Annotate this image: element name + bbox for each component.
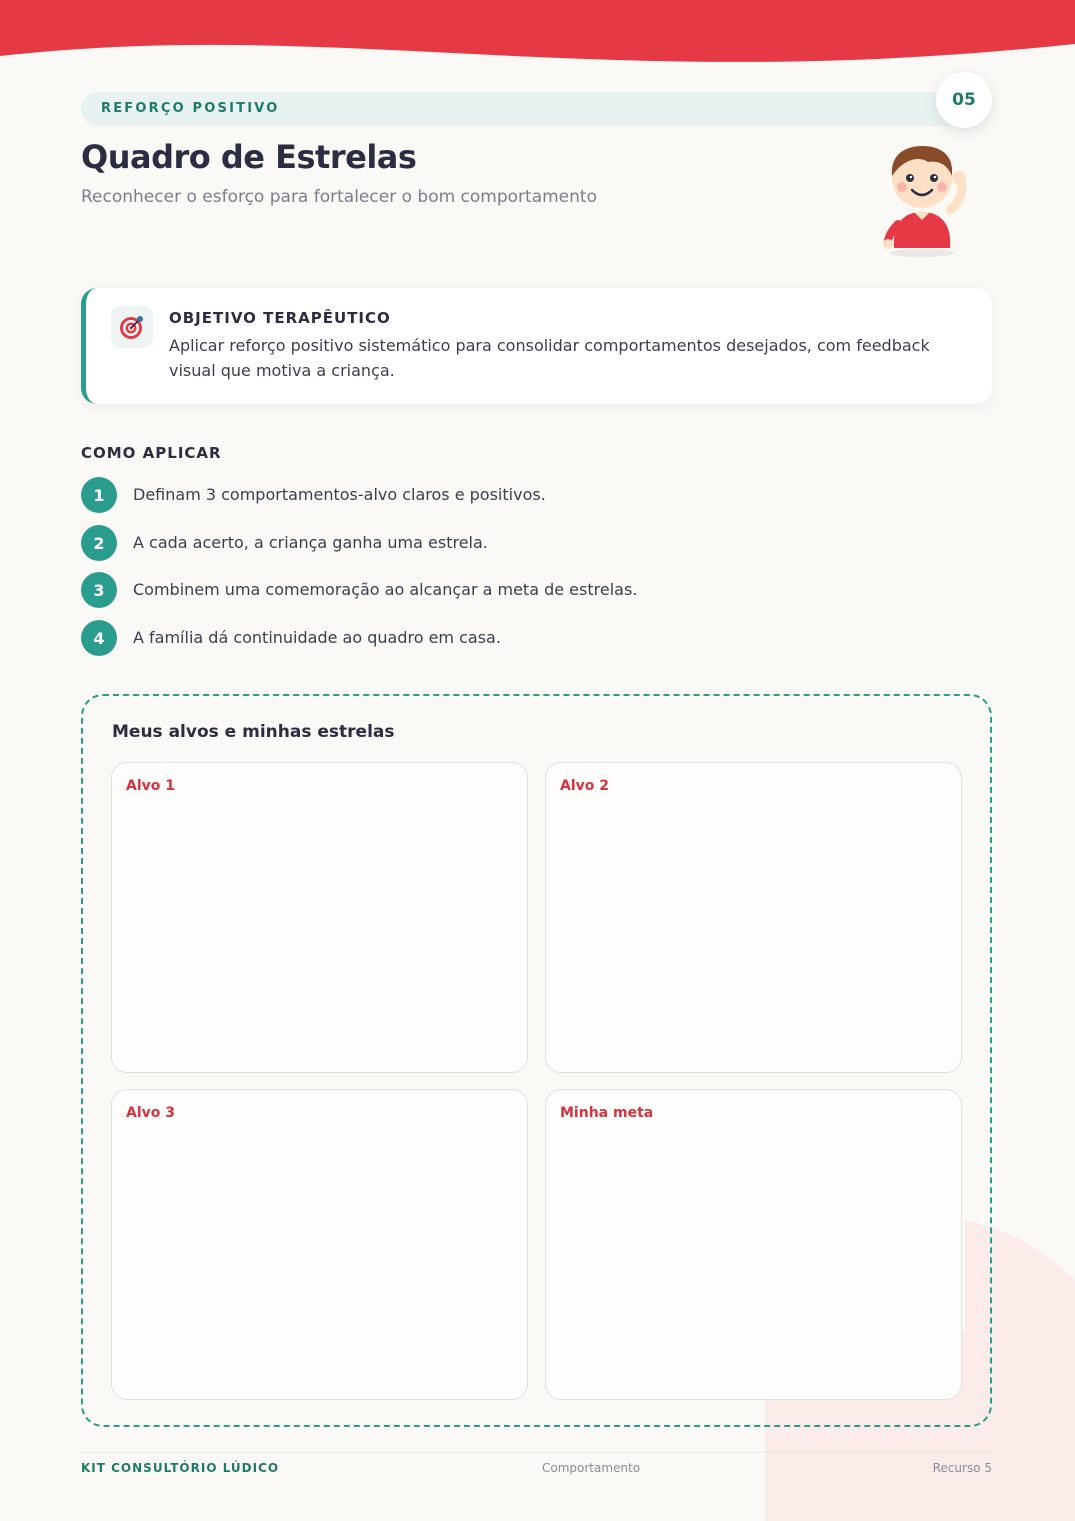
footer-divider xyxy=(81,1452,992,1453)
goal-label: Minha meta xyxy=(560,1105,654,1121)
footer-brand: KIT CONSULTÓRIO LÚDICO xyxy=(81,1461,280,1475)
page-subtitle: Reconhecer o esforço para fortalecer o bom comportamento xyxy=(81,187,597,207)
objective-heading: OBJETIVO TERAPÊUTICO xyxy=(169,309,391,327)
goal-label: Alvo 2 xyxy=(560,778,609,794)
goal-label: Alvo 3 xyxy=(126,1105,175,1121)
footer-category: Comportamento xyxy=(542,1461,641,1475)
page-title: Quadro de Estrelas xyxy=(81,138,417,176)
step-text: Combinem uma comemoração ao alcançar a meta de estrelas. xyxy=(133,580,638,599)
goal-box-3[interactable] xyxy=(111,1089,528,1400)
goal-label: Alvo 1 xyxy=(126,778,175,794)
step-number: 3 xyxy=(81,572,117,608)
how-to-heading: COMO APLICAR xyxy=(81,444,222,462)
category-badge xyxy=(81,92,961,126)
footer-resource: Recurso 5 xyxy=(932,1461,992,1475)
step-text: A cada acerto, a criança ganha uma estrela. xyxy=(133,533,488,552)
goal-box-meta[interactable] xyxy=(545,1089,962,1400)
category-badge-label: REFORÇO POSITIVO xyxy=(101,101,280,116)
waving-child-icon xyxy=(872,140,972,260)
step-number: 1 xyxy=(81,477,117,513)
page-number-badge: 05 xyxy=(936,72,992,128)
header-wave xyxy=(0,0,1075,70)
step-number: 4 xyxy=(81,620,117,656)
worksheet-area xyxy=(81,694,992,1427)
step-text: A família dá continuidade ao quadro em casa. xyxy=(133,628,501,647)
step-number: 2 xyxy=(81,525,117,561)
target-icon xyxy=(111,306,153,348)
worksheet-title: Meus alvos e minhas estrelas xyxy=(112,722,395,742)
goal-box-2[interactable] xyxy=(545,762,962,1073)
goal-box-1[interactable] xyxy=(111,762,528,1073)
objective-text: Aplicar reforço positivo sistemático para consolidar comportamentos desejados, com feedback visual que motiva a criança. xyxy=(169,336,930,380)
objective-card xyxy=(81,288,992,404)
step-text: Definam 3 comportamentos-alvo claros e positivos. xyxy=(133,485,546,504)
